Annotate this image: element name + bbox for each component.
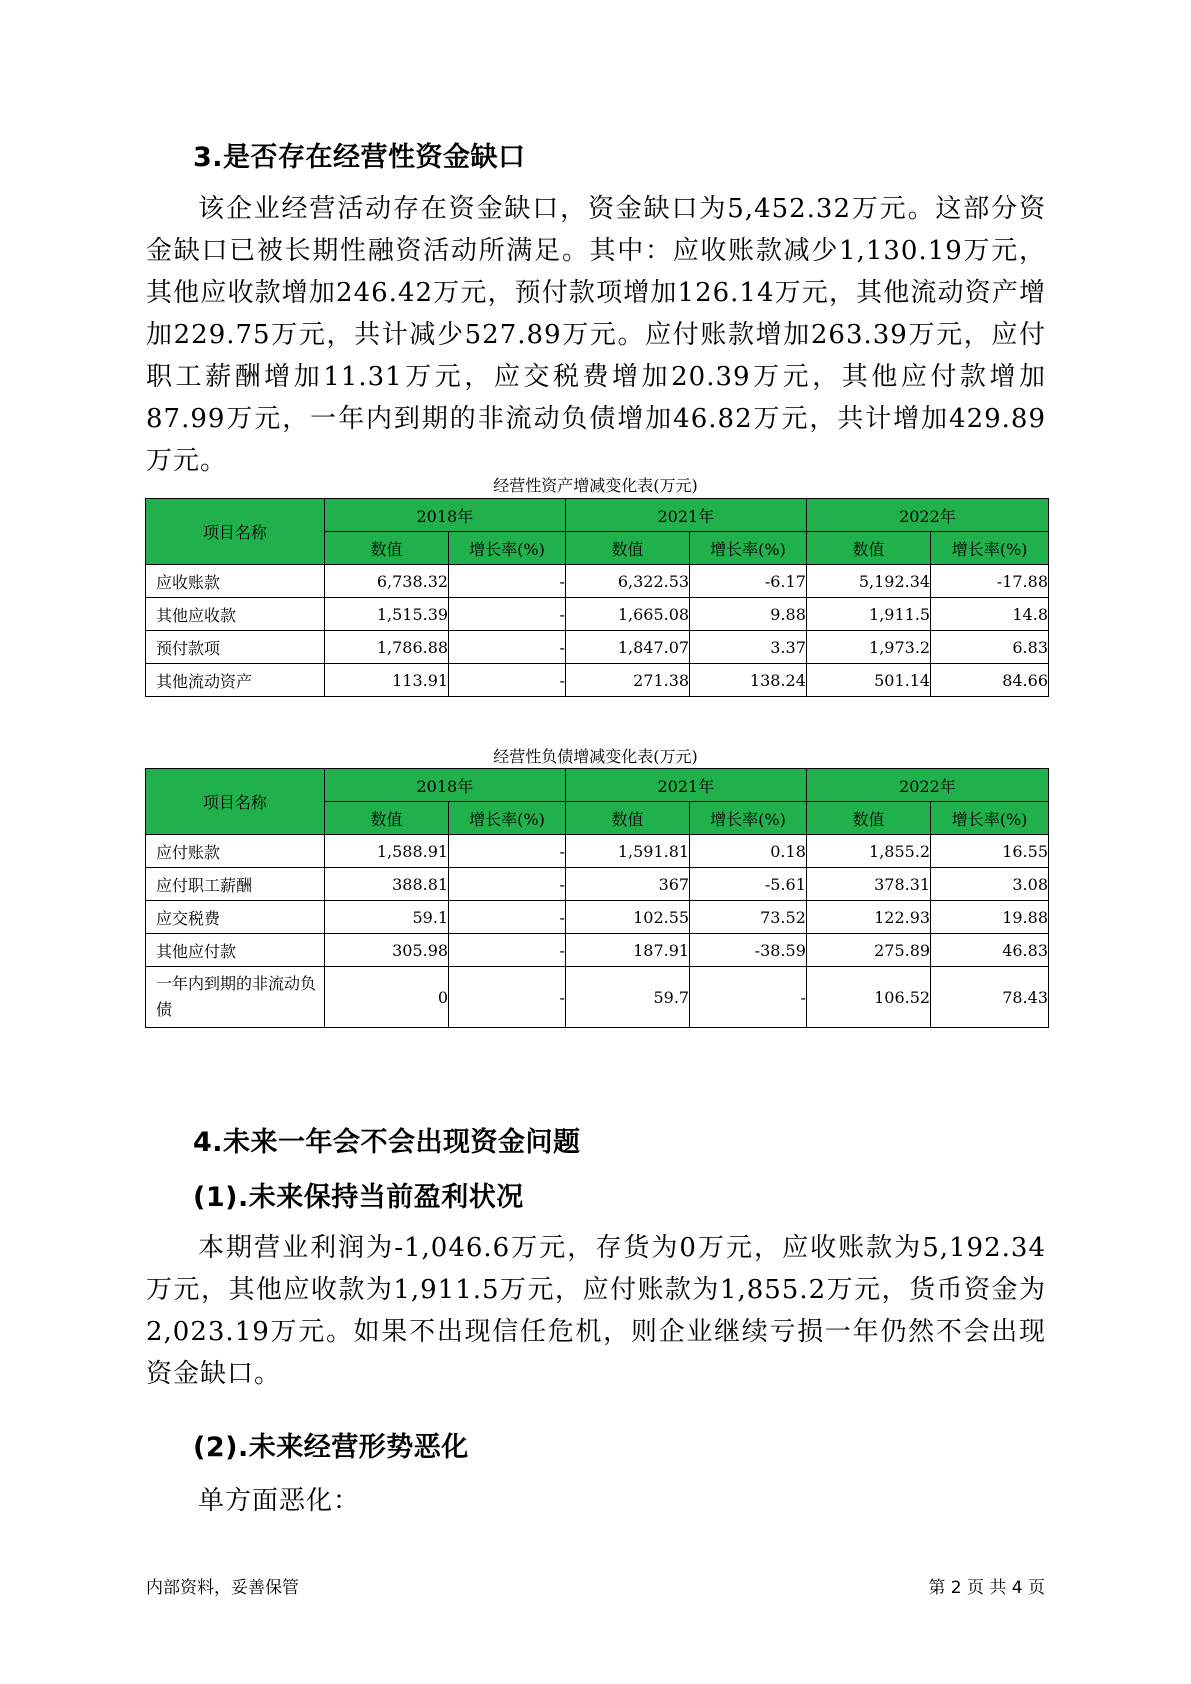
table-row (146, 868, 1049, 901)
section3-heading: 3.是否存在经营性资金缺口 (193, 142, 526, 173)
cell-rate: - (449, 835, 566, 868)
cell-value: 113.91 (324, 664, 448, 697)
col-header-name: 项目名称 (146, 499, 325, 565)
table-row (146, 598, 1049, 631)
section4-sub2-text: 单方面恶化： (198, 1486, 361, 1516)
col-header-rate: 增长率(%) (449, 532, 566, 565)
cell-value: 378.31 (806, 868, 930, 901)
cell-value: 106.52 (806, 967, 930, 1028)
cell-rate: - (449, 868, 566, 901)
cell-rate: 3.08 (931, 868, 1049, 901)
cell-rate: 6.83 (931, 631, 1049, 664)
cell-rate: 84.66 (931, 664, 1049, 697)
cell-rate: 14.8 (931, 598, 1049, 631)
cell-value: 187.91 (565, 934, 689, 967)
table-row (146, 901, 1049, 934)
col-header-year: 2018年 (324, 499, 565, 532)
col-header-year: 2021年 (565, 499, 806, 532)
row-label: 其他应付款 (146, 934, 325, 967)
section4-sub1-heading: (1).未来保持当前盈利状况 (193, 1182, 524, 1213)
col-header-rate: 增长率(%) (690, 802, 807, 835)
col-header-value: 数值 (806, 802, 930, 835)
cell-value: 367 (565, 868, 689, 901)
row-label: 其他流动资产 (146, 664, 325, 697)
col-header-year: 2021年 (565, 769, 806, 802)
cell-rate: 16.55 (931, 835, 1049, 868)
cell-value: 6,322.53 (565, 565, 689, 598)
cell-value: 59.1 (324, 901, 448, 934)
cell-value: 0 (324, 967, 448, 1028)
cell-rate: - (449, 901, 566, 934)
cell-value: 1,855.2 (806, 835, 930, 868)
cell-rate: 73.52 (690, 901, 807, 934)
cell-rate: - (449, 967, 566, 1028)
cell-value: 1,911.5 (806, 598, 930, 631)
cell-rate: 0.18 (690, 835, 807, 868)
row-label: 一年内到期的非流动负债 (146, 967, 325, 1028)
cell-rate: - (449, 934, 566, 967)
col-header-value: 数值 (324, 802, 448, 835)
table-row (146, 664, 1049, 697)
section4-sub1-paragraph: 本期营业利润为-1,046.6万元，存货为0万元，应收账款为5,192.34万元，其他应收款为1,911.5万元，应付账款为1,855.2万元，货币资金为2,023.19万元。如果不出现信任危机，则企业继续亏损一年仍然不会出现资金缺口。 (146, 1233, 1046, 1389)
col-header-rate: 增长率(%) (690, 532, 807, 565)
section4-sub2-heading: (2).未来经营形势恶化 (193, 1432, 469, 1463)
cell-value: 1,847.07 (565, 631, 689, 664)
cell-value: 122.93 (806, 901, 930, 934)
cell-value: 388.81 (324, 868, 448, 901)
cell-value: 1,591.81 (565, 835, 689, 868)
col-header-rate: 增长率(%) (931, 802, 1049, 835)
cell-rate: - (449, 598, 566, 631)
row-label: 应交税费 (146, 901, 325, 934)
row-label: 应付账款 (146, 835, 325, 868)
cell-rate: - (690, 967, 807, 1028)
cell-value: 6,738.32 (324, 565, 448, 598)
cell-rate: 3.37 (690, 631, 807, 664)
cell-rate: -5.61 (690, 868, 807, 901)
cell-value: 1,515.39 (324, 598, 448, 631)
cell-value: 1,588.91 (324, 835, 448, 868)
col-header-value: 数值 (806, 532, 930, 565)
col-header-value: 数值 (565, 802, 689, 835)
footer-confidential: 内部资料，妥善保管 (146, 1578, 299, 1598)
cell-rate: -38.59 (690, 934, 807, 967)
cell-value: 102.55 (565, 901, 689, 934)
cell-rate: 46.83 (931, 934, 1049, 967)
cell-rate: 138.24 (690, 664, 807, 697)
row-label: 应付职工薪酬 (146, 868, 325, 901)
row-label: 其他应收款 (146, 598, 325, 631)
table-row (146, 631, 1049, 664)
cell-rate: 19.88 (931, 901, 1049, 934)
cell-rate: - (449, 631, 566, 664)
cell-value: 275.89 (806, 934, 930, 967)
table-row (146, 934, 1049, 967)
cell-value: 1,786.88 (324, 631, 448, 664)
cell-rate: -6.17 (690, 565, 807, 598)
liability-table-caption: 经营性负债增减变化表(万元) (493, 747, 698, 766)
col-header-year: 2018年 (324, 769, 565, 802)
cell-rate: 78.43 (931, 967, 1049, 1028)
cell-rate: - (449, 664, 566, 697)
col-header-year: 2022年 (806, 769, 1048, 802)
col-header-value: 数值 (565, 532, 689, 565)
row-label: 应收账款 (146, 565, 325, 598)
table-row (146, 565, 1049, 598)
col-header-name: 项目名称 (146, 769, 325, 835)
footer-page-number: 第 2 页 共 4 页 (928, 1578, 1045, 1598)
cell-rate: -17.88 (931, 565, 1049, 598)
table-row (146, 835, 1049, 868)
section4-heading: 4.未来一年会不会出现资金问题 (193, 1127, 581, 1158)
col-header-value: 数值 (324, 532, 448, 565)
cell-value: 5,192.34 (806, 565, 930, 598)
cell-value: 1,665.08 (565, 598, 689, 631)
cell-rate: - (449, 565, 566, 598)
cell-value: 501.14 (806, 664, 930, 697)
cell-value: 1,973.2 (806, 631, 930, 664)
asset-table-caption: 经营性资产增减变化表(万元) (493, 476, 698, 495)
row-label: 预付款项 (146, 631, 325, 664)
table-row (146, 967, 1049, 1028)
section3-paragraph: 该企业经营活动存在资金缺口，资金缺口为5,452.32万元。这部分资金缺口已被长期性融资活动所满足。其中：应收账款减少1,130.19万元，其他应收款增加246.42万元，预付款项增加126.14万元，其他流动资产增加229.75万元，共计减少527.89万元。应付账款增加263.39万元，应付职工薪酬增加11.31万元，应交税费增加20.39万元，其他应付款增加87.99万元，一年内到期的非流动负债增加46.82万元，共计增加429.89万元。 (146, 194, 1046, 476)
cell-value: 59.7 (565, 967, 689, 1028)
cell-value: 305.98 (324, 934, 448, 967)
col-header-rate: 增长率(%) (449, 802, 566, 835)
asset-table (145, 498, 1049, 697)
col-header-year: 2022年 (806, 499, 1048, 532)
cell-value: 271.38 (565, 664, 689, 697)
cell-rate: 9.88 (690, 598, 807, 631)
liability-table (145, 768, 1049, 1028)
col-header-rate: 增长率(%) (931, 532, 1049, 565)
